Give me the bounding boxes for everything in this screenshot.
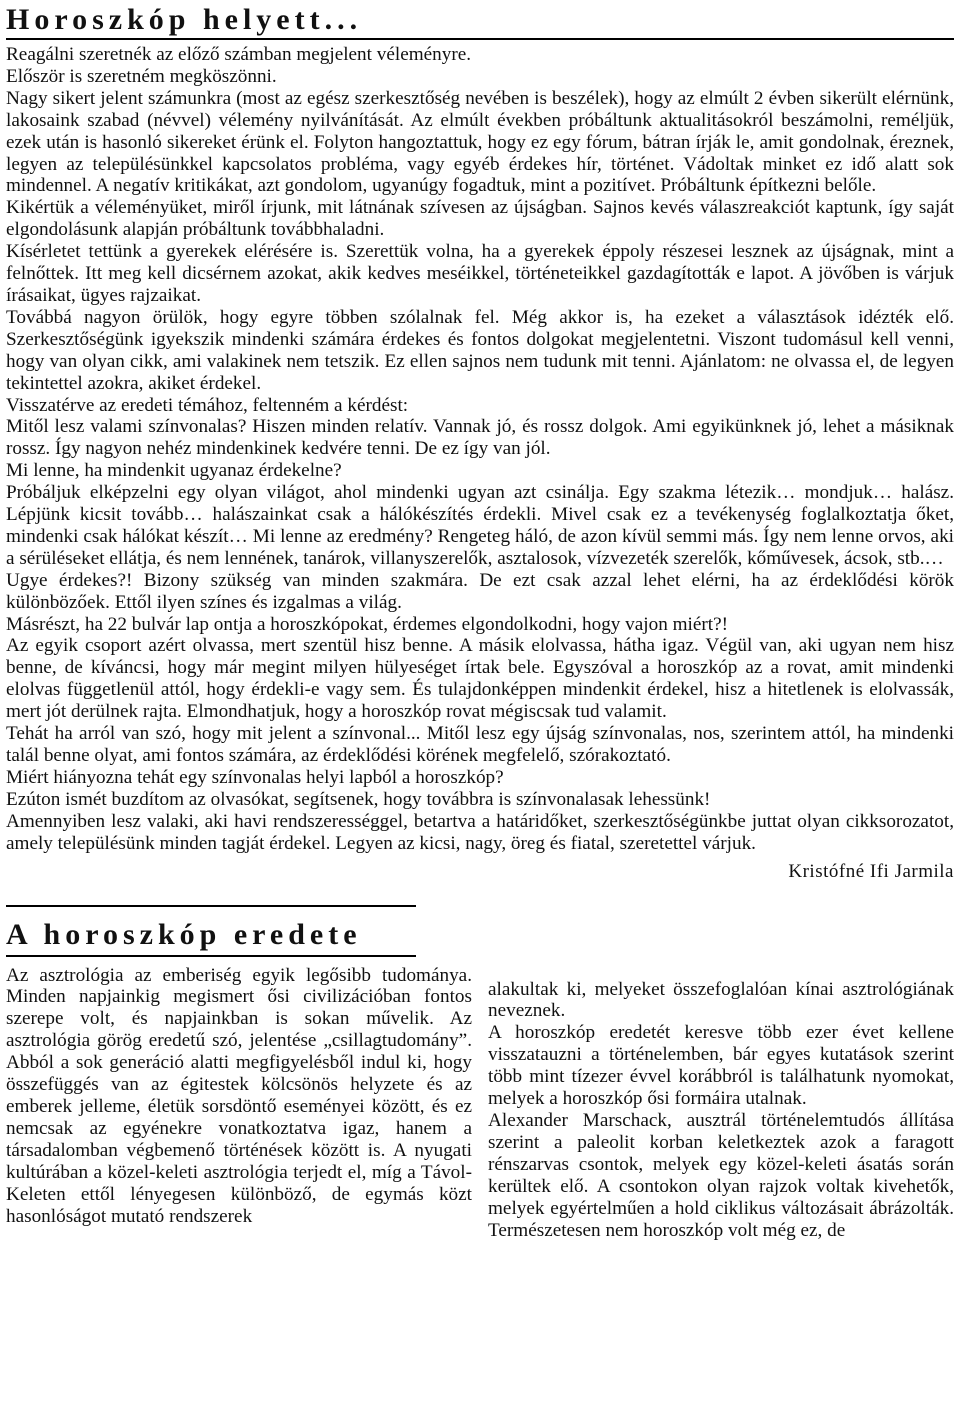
- paragraph: Másrészt, ha 22 bulvár lap ontja a horoszkópokat, érdemes elgondolkodni, hogy vajon miért?!: [6, 613, 729, 635]
- paragraph: Az asztrológia az emberiség egyik legősibb tudománya. Minden napjainkig megismert ősi civilizációban fontos szerepe volt, és napjainkban is sokan művelik. Az asztrológia görög eredetű szó, jelentése „csillagtudomány”. Abból a sok generáció alatti megfigyelésből indul ki, hogy összefüggés van az égitestek kölcsönös helyzete és az emberek jelleme, életük sorsdöntő eseményei között, és ez nemcsak az egyénekre vonatkoztatva igaz, hanem a társadalomban végbemenő történések között is. A nyugati kultúrában a közel-keleti asztrológia terjedt el, míg a Távol-Keleten ettől lényegesen különböző, de egymás közt hasonlóságot mutató rendszerek: [6, 964, 472, 1227]
- paragraph: Először is szeretném megköszönni.: [6, 65, 277, 87]
- paragraph: Alexander Marschack, ausztrál történelemtudós állítása szerint a paleolit korban keletkeztek azok a faragott rénszarvas csontok, melyek egy közel-keleti ásatás során kerültek elő. A csontokon olyan rajzok voltak kivehetők, melyek egyértelműen a hold ciklikus változásait ábrázolták. Természetesen nem horoszkóp volt még ez, de: [488, 1109, 954, 1241]
- paragraph: Az egyik csoport azért olvassa, mert szentül hisz benne. A másik elolvassa, hátha igaz. Végül van, aki ugyan nem hisz benne, de kíváncsi, hogy már megint milyen hülyeséget írtak bele. Egyszóval a horoszkóp az a rovat, amit mindenki elolvas függetlenül attól, hogy érdekli-e vagy sem. És tulajdonképpen mindenkit érdekel, hisz a hitetlenek is elolvassák, mert jót derülnek rajta. Elmondhatjuk, hogy a horoszkóp rovat mégiscsak tud valamit.: [6, 635, 954, 723]
- paragraph: Nagy sikert jelent számunkra (most az egész szerkesztőség nevében is beszélek), hogy az elmúlt 2 évben sikerült elérnünk, lakosaink szabad (névvel) vélemény nyilvánítását. Az elmúlt években próbáltunk aktualitásokról beszámolni, reméljük, ezek után is hasonló sikereket érünk el. Folyton hangoztattuk, hogy ez egy fórum, bátran írják le, amit gondolnak, éreznek, legyen az településünkkel kapcsolatos probléma, vagy egyéb érdekes hír, történet. Vádoltak minket ez idő alatt sok mindennel. A negatív kritikákat, azt gondolom, ugyanúgy fogadtuk, mint a pozitívet. Próbáltunk építkezni belőle.: [6, 87, 954, 197]
- left-column: [6, 965, 472, 1242]
- article-author: Kristófné Ifi Jarmila: [788, 860, 954, 882]
- paragraph: Kísérletet tettünk a gyerekek elérésére is. Szerettük volna, ha a gyerekek éppoly részesei lesznek az újságnak, mint a felnőttek. Itt meg kell dicsérnem azokat, akik kedves meséikkel, történeteikkel gazdagították e lapot. A jövőben is várjuk írásaikat, ügyes rajzaikat.: [6, 241, 954, 306]
- two-column-body: [6, 965, 954, 1242]
- paragraph: Mitől lesz valami színvonalas? Hiszen minden relatív. Vannak jó, és rossz dolgok. Ami egyikünknek jó, lehet a másiknak rossz. Így nagyon nehéz mindenkinek kedvére tenni. De ez így van jól.: [6, 416, 954, 460]
- paragraph: alakultak ki, melyeket összefoglalóan kínai asztrológiának neveznek.: [488, 978, 954, 1022]
- paragraph: Mi lenne, ha mindenkit ugyanaz érdekelne?: [6, 460, 342, 482]
- paragraph: Kikértük a véleményüket, miről írjunk, mit látnának szívesen az újságban. Sajnos kevés válaszreakciót kaptunk, így saját elgondolásunk alapján próbáltunk továbbhaladni.: [6, 197, 954, 241]
- article-body: [6, 44, 954, 855]
- paragraph: Továbbá nagyon örülök, hogy egyre többen szólalnak fel. Még akkor is, ha ezeket a választások idézték elő. Szerkesztőségünk igyekszik mindenki számára érdekes és fontos dolgokat megjelentetni. Viszont tudomásul kell venni, hogy van olyan cikk, ami valakinek nem tetszik. Ez ellen sajnos nem tudunk mit tenni. Ajánlatom: ne olvassa el, de legyen tekintettel azokra, akiket érdekel.: [6, 306, 954, 394]
- right-column: [488, 979, 954, 1242]
- paragraph: Reagálni szeretnék az előző számban megjelent véleményre.: [6, 44, 472, 65]
- paragraph: Ezúton ismét buzdítom az olvasókat, segítsenek, hogy továbbra is színvonalasak lehessünk!: [6, 788, 711, 810]
- paragraph: Miért hiányozna tehát egy színvonalas helyi lapból a horoszkóp?: [6, 766, 504, 788]
- paragraph: Visszatérve az eredeti témához, feltenném a kérdést:: [6, 394, 409, 416]
- paragraph: Tehát ha arról van szó, hogy mit jelent a színvonal... Mitől lesz egy újság színvonalas, nos, szerintem attól, ha mindenki talál benne olyat, ami fontos számára, az érdeklődési körének megfelelő, szórakoztató.: [6, 723, 954, 766]
- paragraph: Ugye érdekes?! Bizony szükség van minden szakmára. De ezt csak azzal lehet elérni, ha az érdeklődési körök különbözőek. Ettől ilyen színes és izgalmas a világ.: [6, 569, 954, 613]
- article-title: Horoszkóp helyett...: [6, 0, 954, 40]
- article-title: A horoszkóp eredete: [6, 905, 416, 957]
- paragraph: Amennyiben lesz valaki, aki havi rendszerességgel, betartva a határidőket, szerkesztőségünkbe juttat olyan cikksorozatot, amely településünk minden tagját érdekel. Legyen az kicsi, nagy, öreg és fiatal, szeretettel várjuk.: [6, 810, 954, 854]
- paragraph: Próbáljuk elképzelni egy olyan világot, ahol mindenki ugyan azt csinálja. Egy szakma létezik… mondjuk… halász. Lépjünk kicsit tovább… halászainkat csak a hálókészítés érdekli. Mivel csak ez a tevékenység foglalkoztatja őket, mindenki csak hálókat készít… Mi lenne az eredmény? Rengeteg háló, de azon kívül semmi más. Így nem lenne orvos, aki a sérüléseket ellátja, és nem lennének, tanárok, villanyszerelők, asztalosok, vízvezeték szerelők, kőművesek, ácsok, stb.…: [6, 482, 954, 569]
- paragraph: A horoszkóp eredetét keresve több ezer évet kellene visszatauzni a történelemben, bár egyes kutatások szerint több mint tízezer évvel korábbról is találhatunk nyomokat, melyek a horoszkóp ősi formáira utalnak.: [488, 1022, 954, 1110]
